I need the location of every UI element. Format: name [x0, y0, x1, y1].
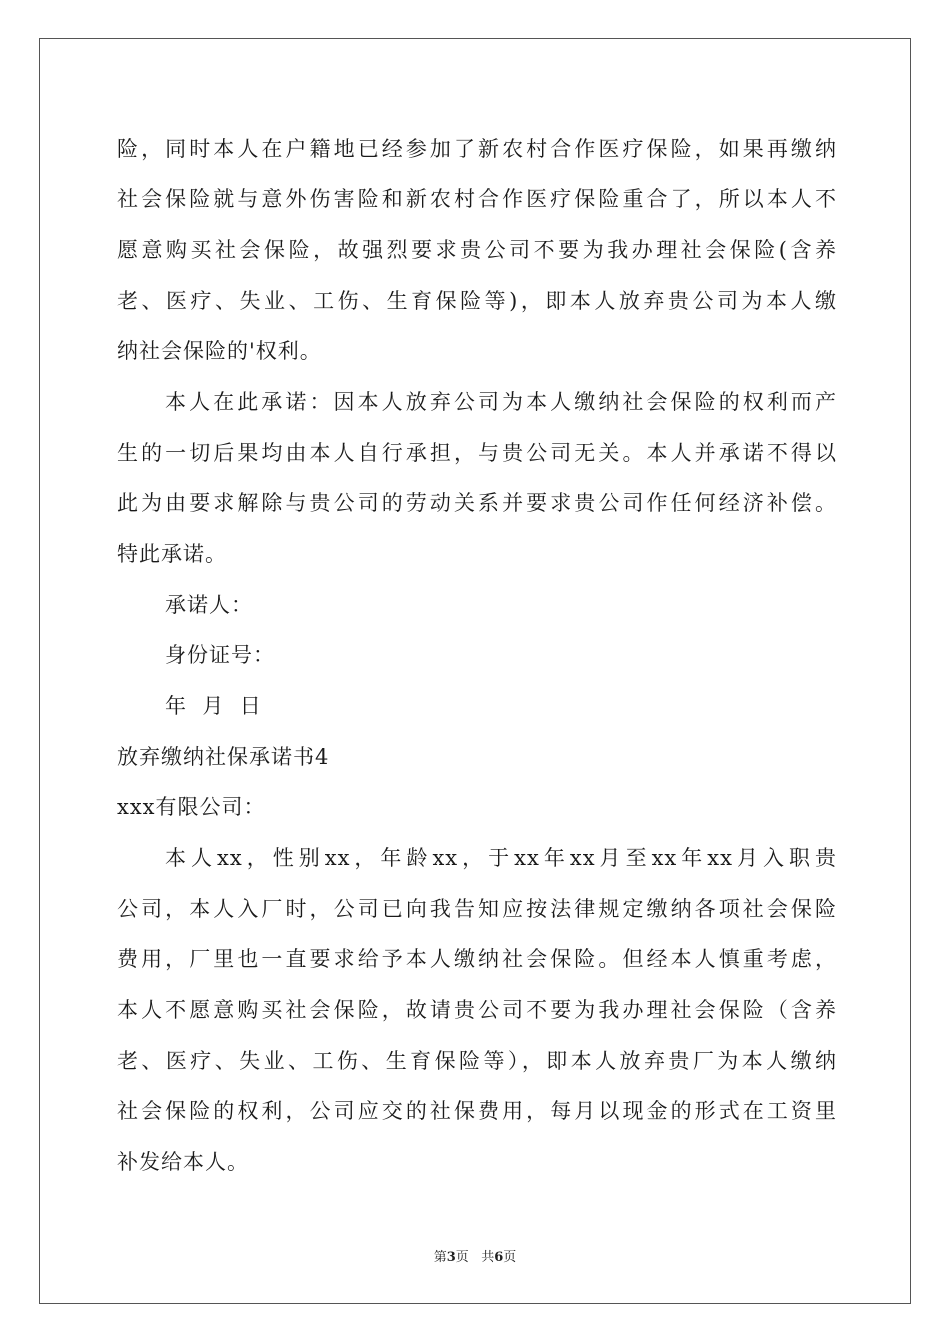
page-suffix: 页 [503, 1250, 517, 1265]
paragraph-line: 本人不愿意购买社会保险，故请贵公司不要为我办理社会保险（含养 [117, 998, 837, 1022]
paragraph-line: 纳社会保险的'权利。 [117, 339, 322, 363]
page-prefix: 第 [433, 1250, 447, 1265]
id-number-label: 身份证号： [165, 643, 275, 667]
page-mid: 页 共 [455, 1250, 495, 1265]
paragraph-line: 险，同时本人在户籍地已经参加了新农村合作医疗保险，如果再缴纳 [117, 137, 837, 161]
paragraph-line: 补发给本人。 [117, 1150, 249, 1174]
paragraph-line: 特此承诺。 [117, 542, 227, 566]
paragraph-line: 生的一切后果均由本人自行承担，与贵公司无关。本人并承诺不得以 [117, 441, 837, 465]
section-title: 放弃缴纳社保承诺书4 [117, 745, 330, 769]
page-footer [0, 1246, 950, 1265]
signatory-label: 承诺人： [165, 593, 253, 617]
paragraph-line: 本人xx，性别xx，年龄xx，于xx年xx月至xx年xx月入职贵 [165, 846, 837, 870]
paragraph-line: 愿意购买社会保险，故强烈要求贵公司不要为我办理社会保险(含养 [117, 238, 837, 262]
date-label: 年 月 日 [165, 694, 262, 718]
paragraph-line: 社会保险就与意外伤害险和新农村合作医疗保险重合了，所以本人不 [117, 187, 837, 211]
paragraph-line: 此为由要求解除与贵公司的劳动关系并要求贵公司作任何经济补偿。 [117, 491, 837, 515]
paragraph-line: 老、医疗、失业、工伤、生育保险等)，即本人放弃贵公司为本人缴 [117, 289, 837, 313]
page-current: 3 [446, 1250, 456, 1265]
paragraph-line: 本人在此承诺：因本人放弃公司为本人缴纳社会保险的权利而产 [165, 390, 837, 414]
paragraph-line: 费用，厂里也一直要求给予本人缴纳社会保险。但经本人慎重考虑， [117, 947, 837, 971]
addressee: xxx有限公司： [117, 795, 266, 819]
paragraph-line: 社会保险的权利，公司应交的社保费用，每月以现金的形式在工资里 [117, 1099, 837, 1123]
paragraph-line: 老、医疗、失业、工伤、生育保险等），即本人放弃贵厂为本人缴纳 [117, 1049, 837, 1073]
paragraph-line: 公司，本人入厂时，公司已向我告知应按法律规定缴纳各项社会保险 [117, 897, 837, 921]
page-total: 6 [494, 1250, 504, 1265]
